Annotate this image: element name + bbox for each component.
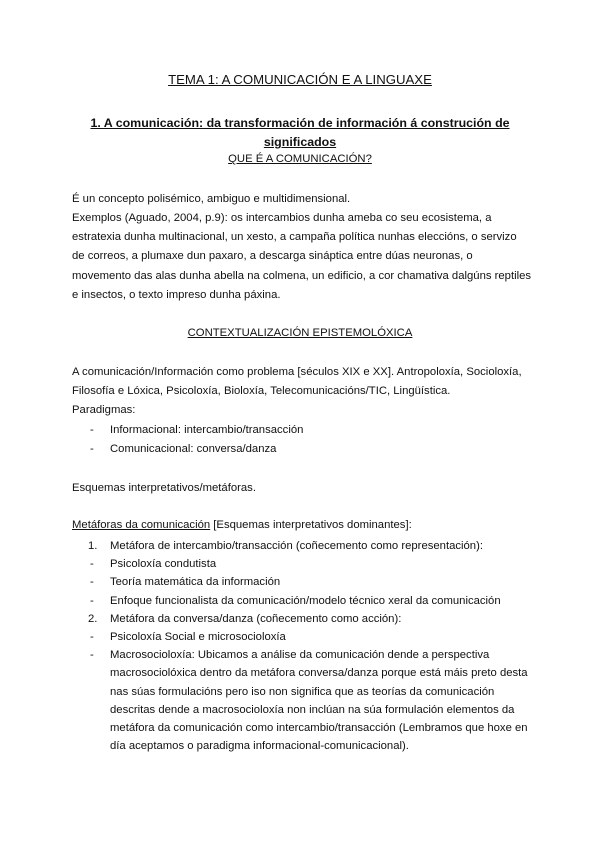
examples-paragraph: Exemplos (Aguado, 2004, p.9): os intercambios dunha ameba co seu ecosistema, a estratexia dunha multinacional, un xesto, a campaña política nunhas eleccións, o servizo de correos, a plumaxe dun paxaro, a descarga sináptica entre dúas neuronas, o movemento das alas dunha abella na colmena, un edificio, a cor chamativa dalgúns reptiles e insectos, o texto impreso dunha páxina. <box>72 212 532 301</box>
section-heading: 1. A comunicación: da transformación de información á construción de significados <box>90 116 510 149</box>
list-marker: - <box>90 594 94 607</box>
list-item: 2. Metáfora da conversa/danza (coñecemento como acción): <box>72 610 534 628</box>
metaforas-heading: Metáforas da comunicación [Esquemas interpretativos dominantes]: <box>72 519 412 531</box>
context-paragraph: A comunicación/Información como problema [séculos XIX e XX]. Antropoloxía, Socioloxía, Filosofía e Lóxica, Psicoloxía, Bioloxía, Telecomunicacións/TIC, Lingüística. <box>72 366 522 398</box>
list-item: - Psicoloxía condutista <box>72 555 534 573</box>
list-marker: 1. <box>88 540 98 552</box>
metaforas-list <box>72 537 534 755</box>
document-title: TEMA 1: A COMUNICACIÓN E A LINGUAXE <box>168 72 432 87</box>
metaforas-label: Metáforas da comunicación <box>72 519 211 531</box>
list-marker: - <box>90 576 94 589</box>
list-item: 1. Metáfora de intercambio/transacción (coñecemento como representación): <box>72 537 534 555</box>
paradigmas-list <box>72 421 303 459</box>
intro-line: É un concepto polisémico, ambiguo e multidimensional. <box>72 193 351 205</box>
list-marker: - <box>90 424 94 436</box>
list-marker: - <box>90 558 94 571</box>
list-item: - Comunicacional: conversa/danza <box>72 440 303 459</box>
list-item: - Informacional: intercambio/transacción <box>72 421 303 440</box>
paradigmas-label: Paradigmas: <box>72 404 136 416</box>
list-item: - Teoría matemática da información <box>72 573 534 591</box>
list-item: - Macrosocioloxía: Ubicamos a análise da comunicación dende a perspectiva macrosociolóxica dentro da metáfora conversa/danza porque está máis preto desta nas súas formulacións pero iso non significa que as teorías da comunicación descritas dende a macrosocioloxía non inclúan na súa formulación elementos da metáfora da comunicación como intercambio/transacción (Lembramos que hoxe en día aceptamos o paradigma informacional-comunicacional). <box>72 646 534 755</box>
subheading-contextualizacion: CONTEXTUALIZACIÓN EPISTEMOLÓXICA <box>187 327 413 339</box>
list-marker: 2. <box>88 612 98 625</box>
esquemas-line: Esquemas interpretativos/metáforas. <box>72 482 256 494</box>
list-item: - Enfoque funcionalista da comunicación/modelo técnico xeral da comunicación <box>72 592 534 610</box>
list-item: - Psicoloxía Social e microsocioloxía <box>72 628 534 646</box>
list-marker: - <box>90 631 94 644</box>
subheading-que-e: QUE É A COMUNICACIÓN? <box>228 153 372 165</box>
list-marker: - <box>90 649 94 662</box>
list-marker: - <box>90 443 94 456</box>
